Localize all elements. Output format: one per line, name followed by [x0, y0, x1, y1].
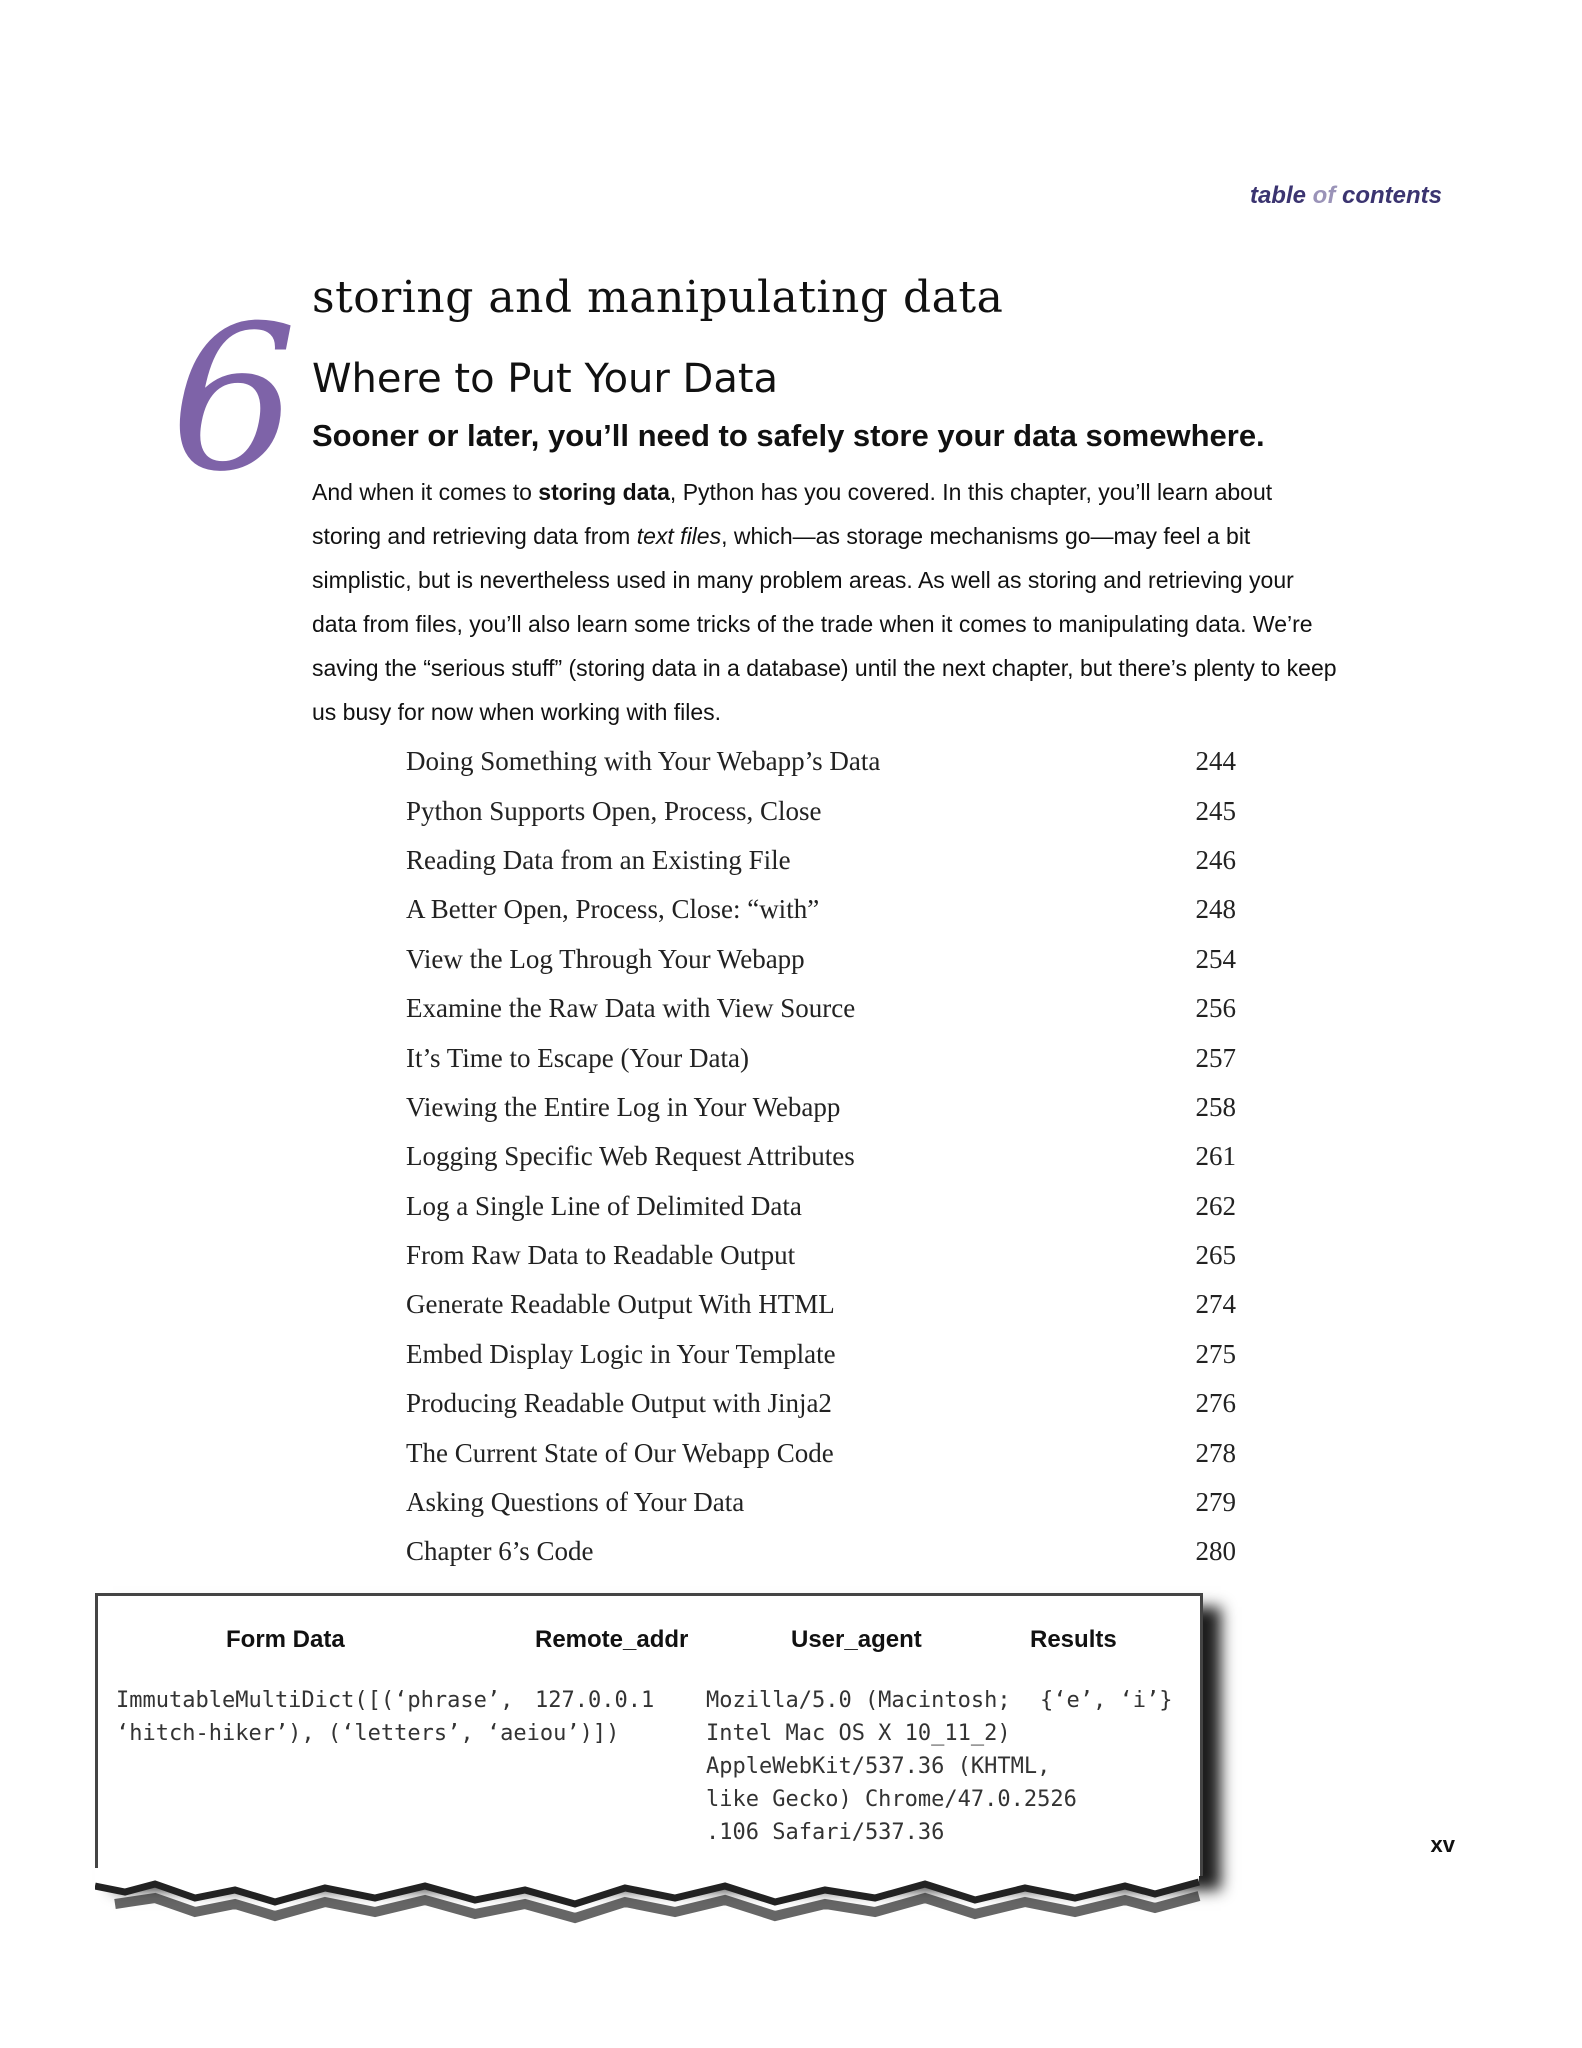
toc-entry-title: Generate Readable Output With HTML — [406, 1289, 835, 1320]
chapter-number: 6 — [170, 283, 298, 516]
running-head-table: table — [1249, 182, 1306, 209]
toc-entry-page: 258 — [1195, 1091, 1236, 1122]
toc-entry-title: Doing Something with Your Webapp’s Data — [406, 746, 881, 777]
header-remote-addr: Remote_addr — [535, 1626, 689, 1653]
intro-text-2: , Python has you covered. In this chapter, you’ll learn about storing and retrieving data from — [312, 479, 1273, 549]
toc-entry-page: 245 — [1195, 795, 1236, 826]
toc-entry-page: 257 — [1195, 1042, 1236, 1073]
toc-entry-title: Asking Questions of Your Data — [406, 1487, 745, 1518]
toc-entry-page: 246 — [1195, 844, 1236, 875]
toc-entry-page: 278 — [1195, 1437, 1236, 1468]
toc-entry-page: 265 — [1195, 1240, 1236, 1271]
toc-entry-page: 276 — [1195, 1388, 1236, 1419]
chapter-title: Where to Put Your Data — [312, 356, 779, 402]
header-form-data: Form Data — [226, 1626, 345, 1653]
toc-entry — [406, 1478, 1236, 1527]
toc-entry-page: 279 — [1195, 1487, 1236, 1518]
running-head-contents: contents — [1341, 182, 1442, 209]
toc-entry — [406, 1379, 1236, 1428]
toc-entry — [406, 1132, 1236, 1181]
toc-entry — [406, 1280, 1236, 1329]
toc-entry-title: Python Supports Open, Process, Close — [406, 795, 822, 826]
intro-italic: text files — [636, 523, 722, 549]
cell-results: {‘e’, ‘i’} — [1040, 1688, 1173, 1713]
toc-entry — [406, 1083, 1236, 1132]
toc-entry-page: 254 — [1195, 943, 1236, 974]
intro-bold: storing data — [538, 479, 670, 505]
toc-entry-page: 261 — [1195, 1141, 1236, 1172]
toc-entry — [406, 1527, 1236, 1576]
toc-entry — [406, 935, 1236, 984]
toc-entry-page: 256 — [1195, 993, 1236, 1024]
toc-entry-title: From Raw Data to Readable Output — [406, 1240, 796, 1271]
toc-entry-title: Producing Readable Output with Jinja2 — [406, 1388, 832, 1419]
toc-entry — [406, 1428, 1236, 1477]
toc-entry-title: Viewing the Entire Log in Your Webapp — [406, 1091, 841, 1122]
toc-entry-title: Chapter 6’s Code — [406, 1536, 594, 1567]
header-results: Results — [1030, 1626, 1117, 1653]
toc-entry-title: Log a Single Line of Delimited Data — [406, 1190, 802, 1221]
torn-edge — [95, 1868, 1203, 1928]
intro-text-3: , which—as storage mechanisms go—may feel a bit simplistic, but is nevertheless used in many problem areas. As well as storing and retrieving your data from files, you’ll also learn some tricks of the trade when it comes to manipulating data. We’re saving the “serious stuff” (storing data in a database) until the next chapter, but there’s plenty to keep us busy for now when working with files. — [312, 523, 1337, 725]
toc-entry-title: It’s Time to Escape (Your Data) — [406, 1042, 749, 1073]
toc-entry-page: 274 — [1195, 1289, 1236, 1320]
toc-entry-page: 280 — [1195, 1536, 1236, 1567]
toc-entry-page: 244 — [1195, 746, 1236, 777]
toc-entry — [406, 984, 1236, 1033]
toc-entry-title: A Better Open, Process, Close: “with” — [406, 894, 820, 925]
toc-entry — [406, 885, 1236, 934]
running-head — [1250, 182, 1442, 210]
cell-form-data: ImmutableMultiDict([(‘phrase’, ‘hitch-hiker’), (‘letters’, ‘aeiou’)]) — [116, 1688, 620, 1746]
toc-entry-title: Logging Specific Web Request Attributes — [406, 1141, 855, 1172]
toc-entry — [406, 836, 1236, 885]
page-folio: xv — [1430, 1832, 1455, 1857]
toc-entry — [406, 1182, 1236, 1231]
toc-entry — [406, 1033, 1236, 1082]
running-head-of: of — [1312, 182, 1336, 209]
toc-entry-title: The Current State of Our Webapp Code — [406, 1437, 834, 1468]
toc-entry-title: Reading Data from an Existing File — [406, 844, 791, 875]
toc-entry — [406, 786, 1236, 835]
toc-entry — [406, 1231, 1236, 1280]
toc-entry-page: 262 — [1195, 1190, 1236, 1221]
toc-entry — [406, 1330, 1236, 1379]
header-user-agent: User_agent — [791, 1626, 922, 1653]
chapter-lead: Sooner or later, you’ll need to safely store your data somewhere. — [312, 418, 1265, 453]
cell-user-agent: Mozilla/5.0 (Macintosh; Intel Mac OS X 10_11_2) AppleWebKit/537.36 (KHTML, like Gecko) Chrome/47.0.2526 .106 Safari/537.36 — [706, 1688, 1077, 1845]
chapter-intro — [312, 470, 1342, 734]
toc-entry-title: Examine the Raw Data with View Source — [406, 993, 856, 1024]
chapter-kicker: storing and manipulating data — [312, 272, 1004, 323]
toc-entry-page: 275 — [1195, 1338, 1236, 1369]
toc-entry-title: View the Log Through Your Webapp — [406, 943, 805, 974]
toc-entry — [406, 737, 1236, 786]
toc-entry-page: 248 — [1195, 894, 1236, 925]
toc-entry-title: Embed Display Logic in Your Template — [406, 1338, 836, 1369]
intro-text-1: And when it comes to — [312, 479, 539, 505]
cell-remote-addr: 127.0.0.1 — [535, 1688, 655, 1713]
toc-list — [406, 737, 1236, 1577]
log-table-card — [95, 1593, 1203, 1876]
